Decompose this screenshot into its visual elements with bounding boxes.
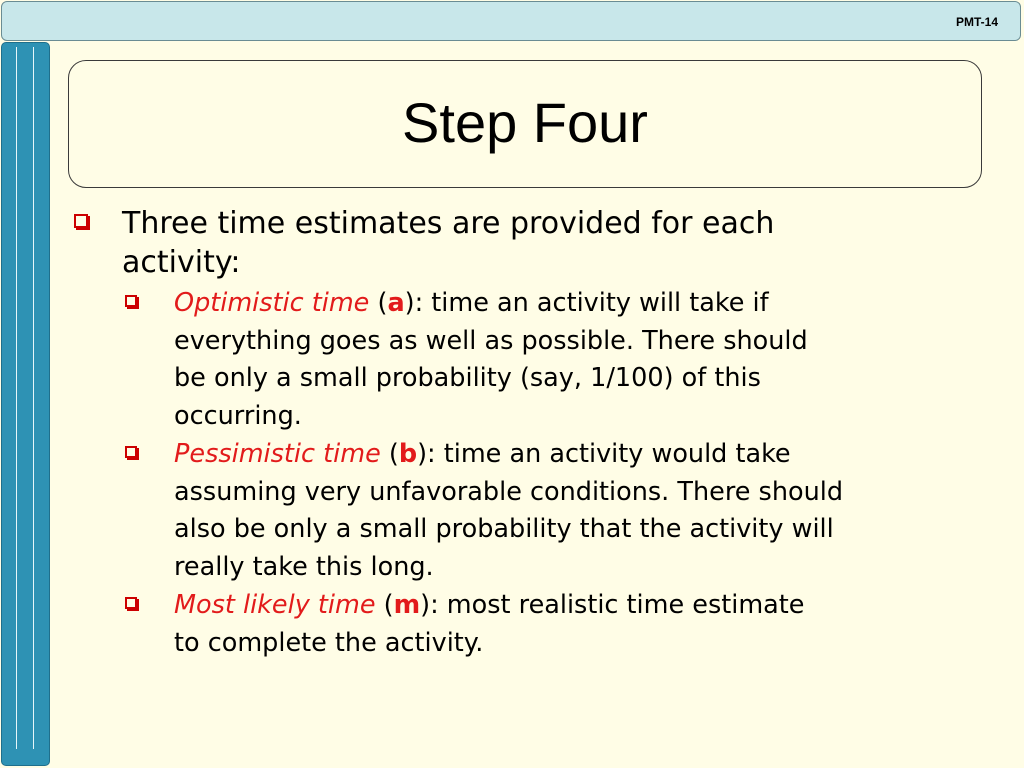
- paren-close: ):: [417, 439, 436, 469]
- title-box: [68, 60, 982, 188]
- main-bullet-line: activity:: [122, 245, 241, 280]
- symbol-a: a: [387, 288, 405, 318]
- sub-bullet-line: [174, 436, 843, 474]
- sub-bullet-rest: time an activity would take: [435, 439, 791, 469]
- bullet-box-icon: [125, 597, 137, 609]
- header-bar: [1, 1, 1021, 41]
- paren-close: ):: [404, 288, 424, 318]
- sidebar-stripe: [33, 47, 34, 749]
- sub-bullet-line: everything goes as well as possible. There should: [174, 325, 808, 356]
- main-bullet-text: [122, 204, 774, 282]
- sub-bullet-pessimistic: [174, 436, 843, 586]
- sidebar-decoration: [1, 42, 50, 766]
- slide-title: Step Four: [402, 91, 648, 154]
- paren-close: ):: [420, 590, 439, 620]
- sub-bullet-optimistic: [174, 285, 808, 435]
- sub-bullet-line: also be only a small probability that the activity will: [174, 514, 834, 544]
- sub-bullet-line: really take this long.: [174, 551, 434, 582]
- sub-bullet-line: be only a small probability (say, 1/100) of this: [174, 363, 761, 393]
- sub-bullet-line: occurring.: [174, 400, 302, 431]
- sub-bullet-line: to complete the activity.: [174, 627, 484, 658]
- paren-open: (: [380, 439, 399, 469]
- sub-bullet-most-likely: [174, 587, 804, 662]
- term-most-likely: Most likely time: [174, 590, 376, 620]
- sub-bullet-line: assuming very unfavorable conditions. There should: [174, 476, 844, 507]
- term-pessimistic: Pessimistic time: [174, 439, 381, 469]
- slide-id: PMT-14: [955, 15, 998, 29]
- sub-bullet-rest: most realistic time estimate: [438, 590, 805, 620]
- main-bullet-line: Three time estimates are provided for each: [122, 206, 775, 241]
- symbol-m: m: [393, 590, 421, 620]
- bullet-box-icon: [125, 295, 137, 307]
- sub-bullet-line: [174, 285, 808, 323]
- bullet-box-icon: [74, 214, 88, 228]
- bullet-box-icon: [125, 446, 137, 458]
- sub-bullet-line: [174, 587, 804, 625]
- term-optimistic: Optimistic time: [174, 288, 370, 318]
- symbol-b: b: [398, 439, 418, 469]
- paren-open: (: [369, 288, 388, 318]
- paren-open: (: [375, 590, 394, 620]
- sub-bullet-rest: time an activity will take if: [423, 288, 769, 318]
- sidebar-stripe: [16, 47, 17, 749]
